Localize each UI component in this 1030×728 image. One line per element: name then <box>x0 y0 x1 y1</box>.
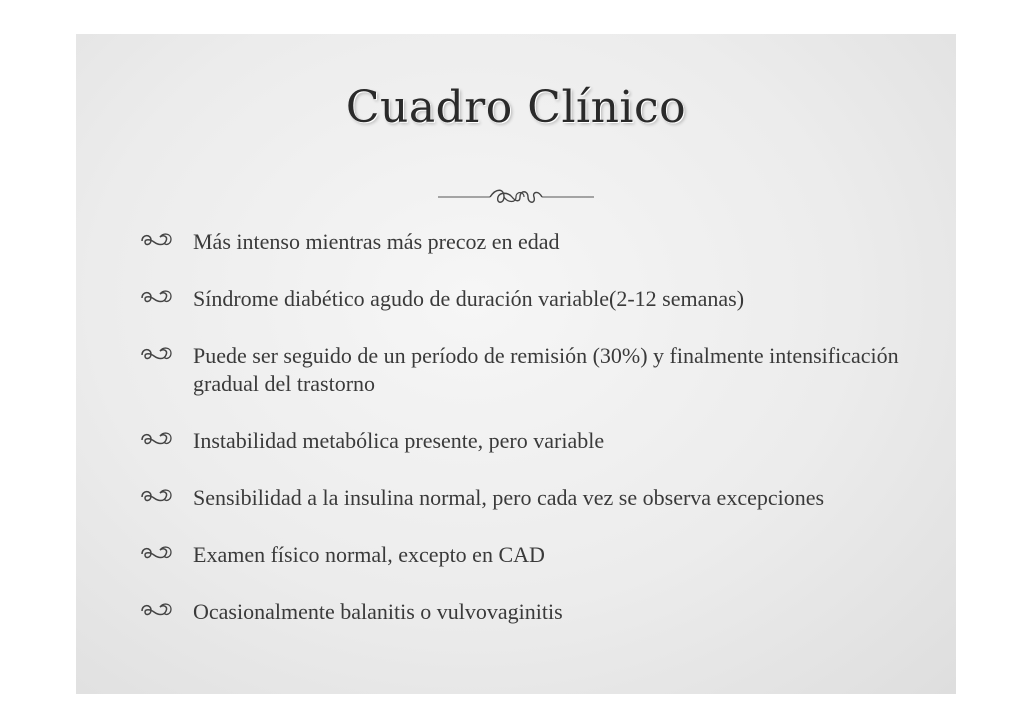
bullet-item <box>76 228 956 256</box>
fleuron-bullet-icon <box>138 485 176 507</box>
bullet-item <box>76 427 956 455</box>
bullet-item <box>76 484 956 512</box>
bullet-text: Examen físico normal, excepto en CAD <box>193 542 545 567</box>
fleuron-bullet-icon <box>138 286 176 308</box>
bullet-list <box>76 228 956 626</box>
slide <box>76 34 956 694</box>
fleuron-bullet-icon <box>138 428 176 450</box>
bullet-text: Puede ser seguido de un período de remisión (30%) y finalmente intensificación gradual del trastorno <box>193 343 899 396</box>
slide-title: Cuadro Clínico <box>345 82 687 133</box>
bullet-text: Ocasionalmente balanitis o vulvovaginitis <box>193 599 563 624</box>
bullet-text: Sensibilidad a la insulina normal, pero cada vez se observa excepciones <box>193 485 825 510</box>
fleuron-bullet-icon <box>138 229 176 251</box>
bullet-item <box>76 541 956 569</box>
bullet-text: Más intenso mientras más precoz en edad <box>193 229 560 254</box>
bullet-text: Síndrome diabético agudo de duración variable(2-12 semanas) <box>193 286 745 311</box>
bullet-text: Instabilidad metabólica presente, pero variable <box>193 428 605 453</box>
fleuron-bullet-icon <box>138 542 176 564</box>
bullet-item <box>76 342 956 398</box>
fleuron-bullet-icon <box>138 343 176 365</box>
ornamental-divider-icon <box>438 184 594 210</box>
bullet-item <box>76 598 956 626</box>
fleuron-bullet-icon <box>138 599 176 621</box>
bullet-item <box>76 285 956 313</box>
